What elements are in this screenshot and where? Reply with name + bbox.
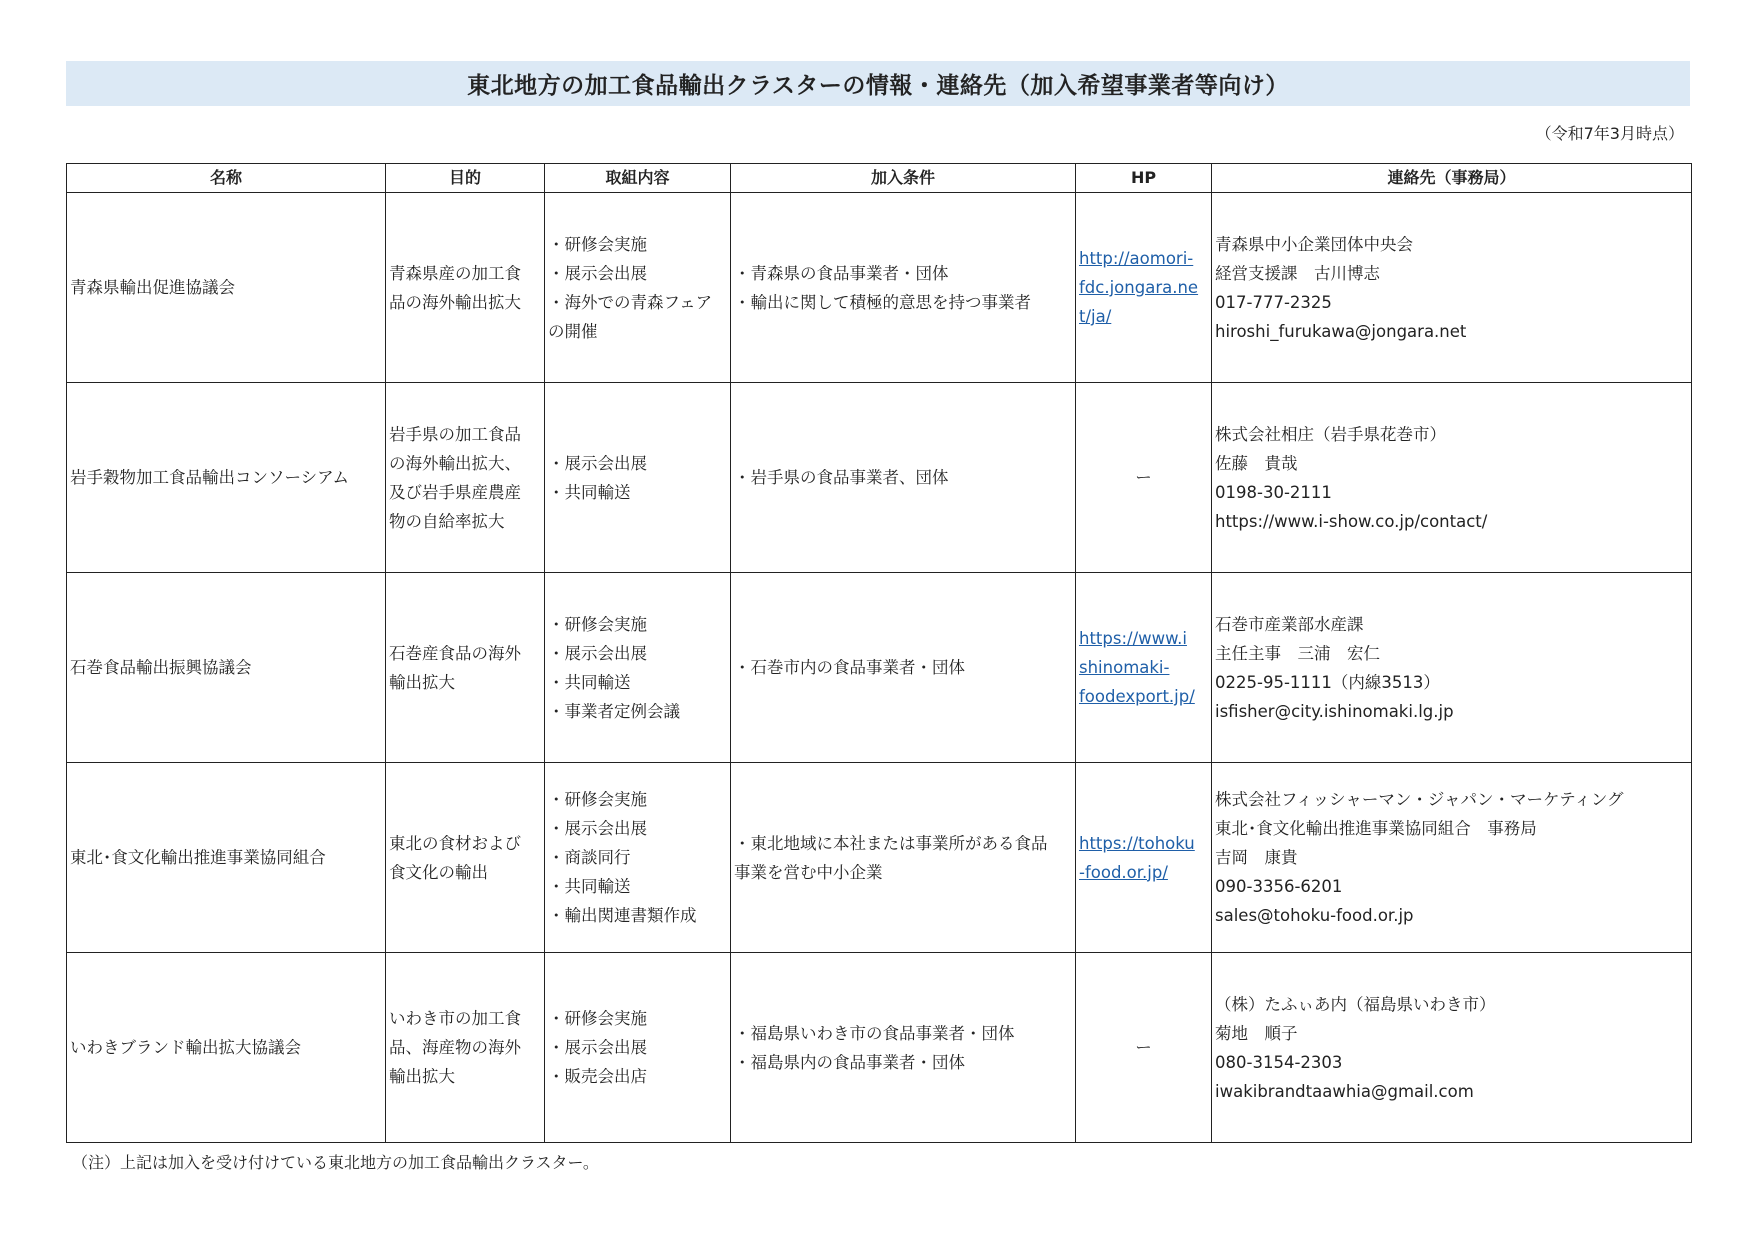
cluster-table [66,163,1692,1143]
contact-cell-line: 株式会社フィッシャーマン・ジャパン・マーケティング [1215,790,1624,809]
purpose-cell [386,763,545,953]
purpose-cell [386,383,545,573]
header-contact: 連絡先（事務局） [1212,164,1692,193]
activities-cell-line: ・研修会実施 [548,614,647,634]
conditions-cell-line: ・青森県の食品事業者・団体 [734,263,949,283]
contact-cell-line: iwakibrandtaawhia@gmail.com [1215,1081,1474,1101]
cluster-name: 岩手穀物加工食品輸出コンソーシアム [67,383,386,573]
activities-cell-line: ・研修会実施 [548,234,647,254]
purpose-cell-line: 東北の食材および [389,833,521,853]
cluster-name: 東北･食文化輸出推進事業協同組合 [67,763,386,953]
purpose-cell [386,953,545,1143]
header-purpose: 目的 [386,164,545,193]
hp-cell [1076,573,1212,763]
hp-link-line[interactable]: foodexport.jp/ [1079,687,1195,706]
activities-cell [545,193,731,383]
activities-cell-line: ・輸出関連書類作成 [548,906,697,925]
hp-link-line[interactable]: fdc.jongara.ne [1079,278,1199,297]
contact-cell-line: 0198-30-2111 [1215,482,1332,502]
purpose-cell-line: 品の海外輸出拡大 [389,292,521,312]
hp-link-line[interactable]: shinomaki- [1079,658,1170,677]
hp-link-line[interactable]: t/ja/ [1079,307,1112,326]
conditions-cell [731,193,1076,383]
table-header-row [67,164,1692,193]
conditions-cell-line: 事業を営む中小企業 [734,862,883,882]
cluster-table-body [67,193,1692,1143]
purpose-cell-line: 輸出拡大 [389,672,455,692]
activities-cell-line: ・研修会実施 [548,1009,647,1028]
table-row [67,573,1692,763]
purpose-cell-line: 及び岩手県産農産 [389,482,521,502]
header-activities: 取組内容 [545,164,731,193]
purpose-cell-line: の海外輸出拡大、 [389,453,521,473]
contact-cell-line: 株式会社相庄（岩手県花巻市） [1215,424,1446,444]
purpose-cell-line: 岩手県の加工食品 [389,424,521,444]
table-row [67,193,1692,383]
contact-cell-line: 吉岡 康貴 [1215,848,1298,867]
contact-cell-line: 080-3154-2303 [1215,1052,1343,1072]
hp-link-line[interactable]: -food.or.jp/ [1079,862,1168,882]
activities-cell [545,953,731,1143]
contact-cell [1212,573,1692,763]
contact-cell-line: 経営支援課 古川博志 [1215,263,1380,283]
contact-cell-line: （株）たふぃあ内（福島県いわき市） [1215,994,1496,1014]
header-name: 名称 [67,164,386,193]
hp-cell [1076,383,1212,573]
contact-cell-line: 佐藤 貴哉 [1215,453,1298,473]
hp-link-line[interactable]: http://aomori- [1079,249,1194,268]
activities-cell [545,573,731,763]
activities-cell-line: ・研修会実施 [548,790,647,809]
contact-cell [1212,953,1692,1143]
activities-cell [545,383,731,573]
cluster-name: 石巻食品輸出振興協議会 [67,573,386,763]
page-title: 東北地方の加工食品輸出クラスターの情報・連絡先（加入希望事業者等向け） [467,73,1289,99]
conditions-cell [731,383,1076,573]
contact-cell-line: 主任主事 三浦 宏仁 [1215,643,1380,663]
contact-cell [1212,383,1692,573]
contact-cell-line: 青森県中小企業団体中央会 [1215,234,1413,254]
purpose-cell-line: 青森県産の加工食 [389,263,521,283]
conditions-cell [731,573,1076,763]
activities-cell-line: ・展示会出展 [548,1038,647,1057]
contact-cell-line: sales@tohoku-food.or.jp [1215,906,1414,925]
activities-cell-line: ・共同輸送 [548,672,631,692]
hp-cell [1076,763,1212,953]
hp-link-line[interactable]: https://www.i [1079,629,1187,648]
purpose-cell [386,573,545,763]
hp-cell-line: ー [1135,1038,1152,1057]
activities-cell-line: ・展示会出展 [548,643,647,663]
contact-cell-line: 017-777-2325 [1215,292,1332,312]
contact-cell-line: hiroshi_furukawa@jongara.net [1215,321,1467,341]
cluster-name: いわきブランド輸出拡大協議会 [67,953,386,1143]
contact-cell [1212,763,1692,953]
activities-cell-line: ・展示会出展 [548,819,647,838]
purpose-cell-line: 物の自給率拡大 [389,511,505,531]
contact-cell-line: 090-3356-6201 [1215,877,1343,896]
activities-cell-line: ・海外での青森フェア [548,292,713,312]
hp-cell-line: ー [1135,468,1152,487]
contact-cell-line: 東北･食文化輸出推進事業協同組合 事務局 [1215,819,1537,838]
purpose-cell-line: 石巻産食品の海外 [389,643,521,663]
table-row [67,953,1692,1143]
conditions-cell-line: ・東北地域に本社または事業所がある食品 [734,833,1048,853]
contact-cell-line: https://www.i-show.co.jp/contact/ [1215,511,1488,531]
purpose-cell-line: 食文化の輸出 [389,862,488,882]
title-banner [66,61,1690,106]
contact-cell-line: 0225-95-1111（内線3513） [1215,672,1440,692]
purpose-cell-line: 輸出拡大 [389,1067,455,1086]
conditions-cell [731,763,1076,953]
conditions-cell-line: ・輸出に関して積極的意思を持つ事業者 [734,292,1031,312]
hp-cell [1076,193,1212,383]
table-row [67,763,1692,953]
header-conditions: 加入条件 [731,164,1076,193]
activities-cell-line: ・展示会出展 [548,453,647,473]
activities-cell-line: ・共同輸送 [548,877,631,896]
as-of-date: （令和7年3月時点） [1535,124,1684,143]
activities-cell-line: ・共同輸送 [548,482,631,502]
conditions-cell [731,953,1076,1143]
conditions-cell-line: ・福島県内の食品事業者・団体 [734,1052,965,1072]
purpose-cell-line: いわき市の加工食 [389,1009,521,1028]
conditions-cell-line: ・岩手県の食品事業者、団体 [734,468,949,487]
contact-cell-line: 菊地 順子 [1215,1023,1298,1043]
footnote: （注）上記は加入を受け付けている東北地方の加工食品輸出クラスター。 [72,1153,599,1172]
hp-link-line[interactable]: https://tohoku [1079,833,1195,853]
hp-cell [1076,953,1212,1143]
activities-cell-line: ・商談同行 [548,848,631,867]
purpose-cell-line: 品、海産物の海外 [389,1038,521,1057]
activities-cell-line: の開催 [548,321,598,341]
table-row [67,383,1692,573]
contact-cell-line: isfisher@city.ishinomaki.lg.jp [1215,701,1454,721]
conditions-cell-line: ・福島県いわき市の食品事業者・団体 [734,1023,1015,1043]
purpose-cell [386,193,545,383]
cluster-name: 青森県輸出促進協議会 [67,193,386,383]
activities-cell-line: ・事業者定例会議 [548,701,680,721]
header-hp: HP [1076,164,1212,193]
contact-cell-line: 石巻市産業部水産課 [1215,614,1364,634]
activities-cell [545,763,731,953]
conditions-cell-line: ・石巻市内の食品事業者・団体 [734,658,965,677]
activities-cell-line: ・販売会出店 [548,1067,647,1086]
contact-cell [1212,193,1692,383]
activities-cell-line: ・展示会出展 [548,263,647,283]
